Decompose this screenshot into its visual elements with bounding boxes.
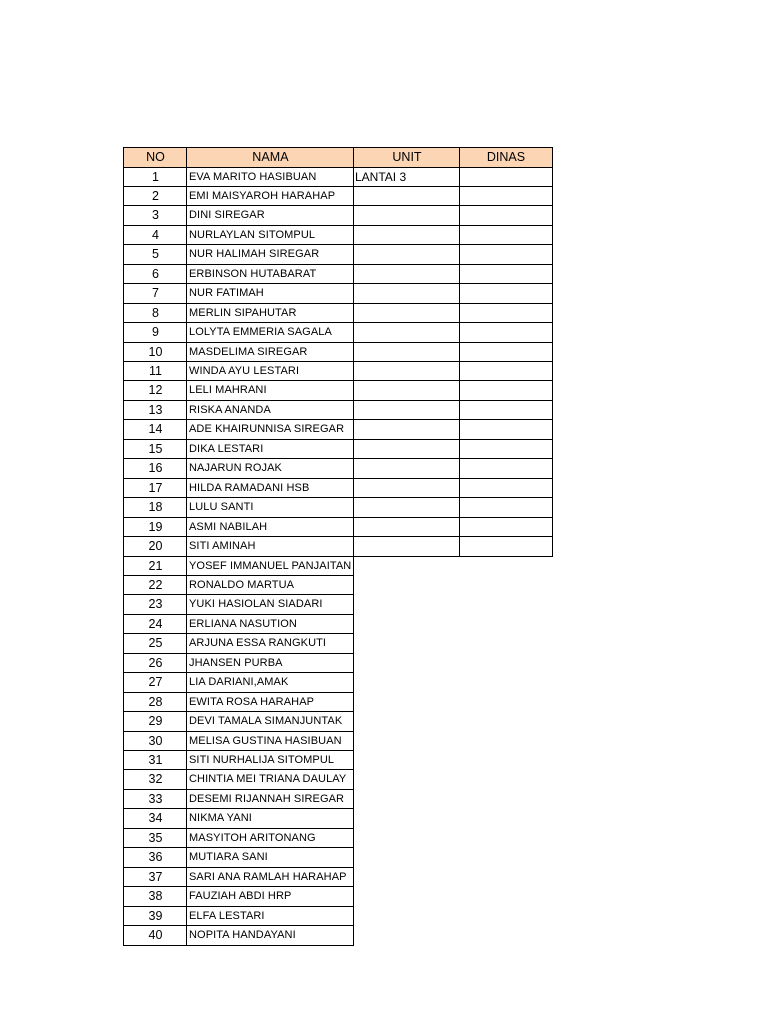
cell-dinas[interactable] bbox=[459, 244, 553, 264]
cell-no[interactable]: 28 bbox=[123, 692, 187, 712]
header-dinas[interactable]: DINAS bbox=[459, 147, 553, 167]
cell-nama[interactable]: JHANSEN PURBA bbox=[186, 653, 354, 673]
cell-dinas[interactable] bbox=[459, 225, 553, 245]
cell-no[interactable]: 24 bbox=[123, 614, 187, 634]
header-nama[interactable]: NAMA bbox=[186, 147, 354, 167]
cell-nama[interactable]: RISKA ANANDA bbox=[186, 400, 354, 420]
cell-dinas[interactable] bbox=[459, 283, 553, 303]
cell-no[interactable]: 5 bbox=[123, 244, 187, 264]
cell-no[interactable]: 27 bbox=[123, 672, 187, 692]
cell-nama[interactable]: DINI SIREGAR bbox=[186, 205, 354, 225]
cell-unit[interactable] bbox=[353, 303, 460, 323]
cell-no[interactable]: 8 bbox=[123, 303, 187, 323]
cell-nama[interactable]: DESEMI RIJANNAH SIREGAR bbox=[186, 789, 354, 809]
cell-no[interactable]: 11 bbox=[123, 361, 187, 381]
cell-no[interactable]: 36 bbox=[123, 847, 187, 867]
cell-nama[interactable]: RONALDO MARTUA bbox=[186, 575, 354, 595]
cell-dinas[interactable] bbox=[459, 322, 553, 342]
cell-unit[interactable] bbox=[353, 497, 460, 517]
cell-no[interactable]: 10 bbox=[123, 342, 187, 362]
cell-dinas[interactable] bbox=[459, 497, 553, 517]
cell-dinas[interactable] bbox=[459, 167, 553, 187]
cell-unit[interactable] bbox=[353, 322, 460, 342]
cell-unit[interactable] bbox=[353, 186, 460, 206]
cell-dinas[interactable] bbox=[459, 439, 553, 459]
cell-no[interactable]: 16 bbox=[123, 458, 187, 478]
cell-no[interactable]: 35 bbox=[123, 828, 187, 848]
cell-unit[interactable] bbox=[353, 264, 460, 284]
cell-nama[interactable]: YOSEF IMMANUEL PANJAITAN bbox=[186, 556, 354, 576]
cell-nama[interactable]: MERLIN SIPAHUTAR bbox=[186, 303, 354, 323]
cell-nama[interactable]: ERBINSON HUTABARAT bbox=[186, 264, 354, 284]
cell-nama[interactable]: WINDA AYU LESTARI bbox=[186, 361, 354, 381]
cell-dinas[interactable] bbox=[459, 380, 553, 400]
cell-dinas[interactable] bbox=[459, 419, 553, 439]
cell-unit[interactable] bbox=[353, 361, 460, 381]
cell-no[interactable]: 34 bbox=[123, 808, 187, 828]
cell-dinas[interactable] bbox=[459, 342, 553, 362]
cell-nama[interactable]: SARI ANA RAMLAH HARAHAP bbox=[186, 867, 354, 887]
cell-nama[interactable]: NUR FATIMAH bbox=[186, 283, 354, 303]
cell-no[interactable]: 26 bbox=[123, 653, 187, 673]
cell-nama[interactable]: LULU SANTI bbox=[186, 497, 354, 517]
cell-no[interactable]: 3 bbox=[123, 205, 187, 225]
cell-nama[interactable]: MASYITOH ARITONANG bbox=[186, 828, 354, 848]
cell-unit[interactable] bbox=[353, 400, 460, 420]
cell-no[interactable]: 13 bbox=[123, 400, 187, 420]
cell-nama[interactable]: NURLAYLAN SITOMPUL bbox=[186, 225, 354, 245]
cell-nama[interactable]: MASDELIMA SIREGAR bbox=[186, 342, 354, 362]
cell-unit[interactable] bbox=[353, 458, 460, 478]
cell-unit[interactable]: LANTAI 3 bbox=[353, 167, 460, 187]
cell-nama[interactable]: MELISA GUSTINA HASIBUAN bbox=[186, 731, 354, 751]
cell-dinas[interactable] bbox=[459, 400, 553, 420]
cell-nama[interactable]: ELFA LESTARI bbox=[186, 906, 354, 926]
cell-dinas[interactable] bbox=[459, 458, 553, 478]
cell-no[interactable]: 38 bbox=[123, 886, 187, 906]
cell-unit[interactable] bbox=[353, 517, 460, 537]
cell-dinas[interactable] bbox=[459, 264, 553, 284]
cell-no[interactable]: 12 bbox=[123, 380, 187, 400]
cell-nama[interactable]: NOPITA HANDAYANI bbox=[186, 925, 354, 946]
cell-no[interactable]: 4 bbox=[123, 225, 187, 245]
cell-unit[interactable] bbox=[353, 380, 460, 400]
cell-nama[interactable]: LIA DARIANI,AMAK bbox=[186, 672, 354, 692]
cell-nama[interactable]: YUKI HASIOLAN SIADARI bbox=[186, 594, 354, 614]
cell-nama[interactable]: LOLYTA EMMERIA SAGALA bbox=[186, 322, 354, 342]
cell-nama[interactable]: EVA MARITO HASIBUAN bbox=[186, 167, 354, 187]
cell-no[interactable]: 20 bbox=[123, 536, 187, 556]
cell-no[interactable]: 39 bbox=[123, 906, 187, 926]
cell-dinas[interactable] bbox=[459, 478, 553, 498]
cell-unit[interactable] bbox=[353, 439, 460, 459]
cell-nama[interactable]: ERLIANA NASUTION bbox=[186, 614, 354, 634]
cell-no[interactable]: 37 bbox=[123, 867, 187, 887]
cell-no[interactable]: 1 bbox=[123, 167, 187, 187]
cell-no[interactable]: 19 bbox=[123, 517, 187, 537]
cell-nama[interactable]: SITI AMINAH bbox=[186, 536, 354, 556]
cell-no[interactable]: 29 bbox=[123, 711, 187, 731]
cell-unit[interactable] bbox=[353, 244, 460, 264]
cell-nama[interactable]: HILDA RAMADANI HSB bbox=[186, 478, 354, 498]
cell-no[interactable]: 33 bbox=[123, 789, 187, 809]
cell-no[interactable]: 25 bbox=[123, 633, 187, 653]
cell-nama[interactable]: ARJUNA ESSA RANGKUTI bbox=[186, 633, 354, 653]
cell-no[interactable]: 14 bbox=[123, 419, 187, 439]
cell-no[interactable]: 7 bbox=[123, 283, 187, 303]
cell-no[interactable]: 40 bbox=[123, 925, 187, 946]
cell-no[interactable]: 2 bbox=[123, 186, 187, 206]
cell-no[interactable]: 23 bbox=[123, 594, 187, 614]
cell-no[interactable]: 32 bbox=[123, 769, 187, 789]
cell-no[interactable]: 31 bbox=[123, 750, 187, 770]
cell-nama[interactable]: NUR HALIMAH SIREGAR bbox=[186, 244, 354, 264]
cell-nama[interactable]: NAJARUN ROJAK bbox=[186, 458, 354, 478]
cell-dinas[interactable] bbox=[459, 536, 553, 557]
cell-dinas[interactable] bbox=[459, 361, 553, 381]
cell-no[interactable]: 18 bbox=[123, 497, 187, 517]
cell-nama[interactable]: FAUZIAH ABDI HRP bbox=[186, 886, 354, 906]
cell-dinas[interactable] bbox=[459, 205, 553, 225]
cell-no[interactable]: 22 bbox=[123, 575, 187, 595]
cell-nama[interactable]: LELI MAHRANI bbox=[186, 380, 354, 400]
header-unit[interactable]: UNIT bbox=[353, 147, 460, 167]
cell-nama[interactable]: DIKA LESTARI bbox=[186, 439, 354, 459]
cell-unit[interactable] bbox=[353, 283, 460, 303]
cell-no[interactable]: 21 bbox=[123, 556, 187, 576]
cell-nama[interactable]: EWITA ROSA HARAHAP bbox=[186, 692, 354, 712]
cell-no[interactable]: 9 bbox=[123, 322, 187, 342]
cell-no[interactable]: 30 bbox=[123, 731, 187, 751]
cell-dinas[interactable] bbox=[459, 186, 553, 206]
cell-no[interactable]: 6 bbox=[123, 264, 187, 284]
cell-nama[interactable]: NIKMA YANI bbox=[186, 808, 354, 828]
cell-dinas[interactable] bbox=[459, 303, 553, 323]
cell-unit[interactable] bbox=[353, 478, 460, 498]
cell-unit[interactable] bbox=[353, 536, 460, 557]
cell-nama[interactable]: DEVI TAMALA SIMANJUNTAK bbox=[186, 711, 354, 731]
cell-unit[interactable] bbox=[353, 205, 460, 225]
cell-nama[interactable]: ASMI NABILAH bbox=[186, 517, 354, 537]
cell-nama[interactable]: CHINTIA MEI TRIANA DAULAY bbox=[186, 769, 354, 789]
cell-no[interactable]: 15 bbox=[123, 439, 187, 459]
cell-nama[interactable]: MUTIARA SANI bbox=[186, 847, 354, 867]
cell-no[interactable]: 17 bbox=[123, 478, 187, 498]
cell-dinas[interactable] bbox=[459, 517, 553, 537]
cell-nama[interactable]: EMI MAISYAROH HARAHAP bbox=[186, 186, 354, 206]
header-no[interactable]: NO bbox=[123, 147, 187, 167]
cell-unit[interactable] bbox=[353, 419, 460, 439]
cell-unit[interactable] bbox=[353, 342, 460, 362]
cell-unit[interactable] bbox=[353, 225, 460, 245]
cell-nama[interactable]: ADE KHAIRUNNISA SIREGAR bbox=[186, 419, 354, 439]
cell-nama[interactable]: SITI NURHALIJA SITOMPUL bbox=[186, 750, 354, 770]
